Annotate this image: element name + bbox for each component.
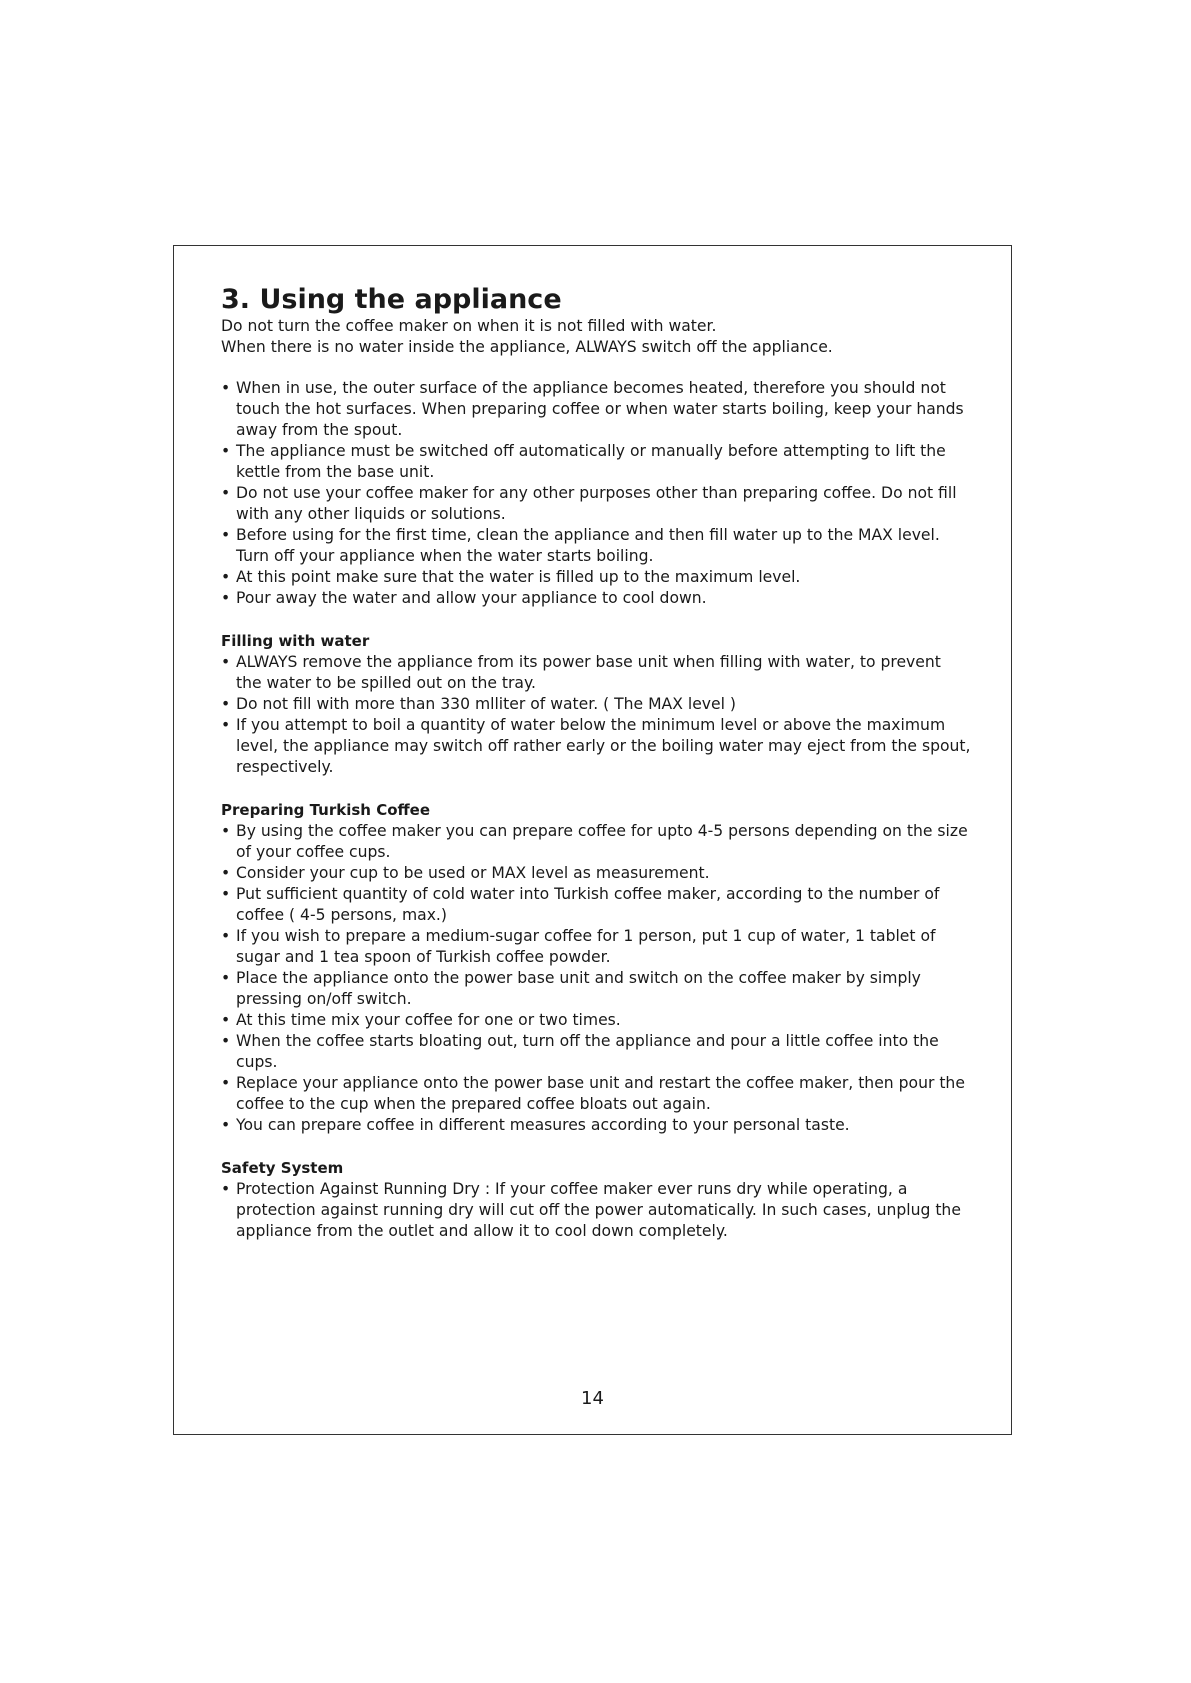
general-section xyxy=(221,378,971,609)
section-heading: Safety System xyxy=(221,1159,344,1177)
list-item: • When the coffee starts bloating out, turn off the appliance and pour a little coffee into the cups. xyxy=(221,1031,971,1073)
filling-list xyxy=(221,652,971,778)
list-item: • If you wish to prepare a medium-sugar coffee for 1 person, put 1 cup of water, 1 tablet of sugar and 1 tea spoon of Turkish coffee powder. xyxy=(221,926,971,968)
list-item: • By using the coffee maker you can prepare coffee for upto 4-5 persons depending on the size of your coffee cups. xyxy=(221,821,971,863)
list-item: • Replace your appliance onto the power base unit and restart the coffee maker, then pour the coffee to the cup when the prepared coffee bloats out again. xyxy=(221,1073,971,1115)
list-item: • Do not use your coffee maker for any other purposes other than preparing coffee. Do not fill with any other liquids or solutions. xyxy=(221,483,971,525)
page-number: 14 xyxy=(581,1388,604,1409)
page-title: 3. Using the appliance xyxy=(221,284,562,315)
list-item: • Put sufficient quantity of cold water into Turkish coffee maker, according to the number of coffee ( 4-5 persons, max.) xyxy=(221,884,971,926)
list-item: • At this point make sure that the water is filled up to the maximum level. xyxy=(221,567,971,588)
list-item: • Before using for the first time, clean the appliance and then fill water up to the MAX level. Turn off your appliance when the water starts boiling. xyxy=(221,525,971,567)
general-list xyxy=(221,378,971,609)
list-item: • Consider your cup to be used or MAX level as measurement. xyxy=(221,863,971,884)
list-item: • At this time mix your coffee for one or two times. xyxy=(221,1010,971,1031)
list-item: • You can prepare coffee in different measures according to your personal taste. xyxy=(221,1115,971,1136)
list-item: • ALWAYS remove the appliance from its power base unit when filling with water, to prevent the water to be spilled out on the tray. xyxy=(221,652,971,694)
safety-section xyxy=(221,1158,971,1242)
intro-line: When there is no water inside the appliance, ALWAYS switch off the appliance. xyxy=(221,338,833,356)
intro-line: Do not turn the coffee maker on when it is not filled with water. xyxy=(221,317,717,335)
safety-list xyxy=(221,1179,971,1242)
list-item: • If you attempt to boil a quantity of water below the minimum level or above the maximum level, the appliance may switch off rather early or the boiling water may eject from the spout, respectively. xyxy=(221,715,971,778)
list-item: • Do not fill with more than 330 mlliter of water. ( The MAX level ) xyxy=(221,694,971,715)
turkish-coffee-list xyxy=(221,821,971,1136)
section-heading: Preparing Turkish Coffee xyxy=(221,801,431,819)
section-heading: Filling with water xyxy=(221,632,370,650)
turkish-coffee-section xyxy=(221,800,971,1136)
page-frame xyxy=(173,245,1012,1435)
list-item: • Protection Against Running Dry : If your coffee maker ever runs dry while operating, a protection against running dry will cut off the power automatically. In such cases, unplug the appliance from the outlet and allow it to cool down completely. xyxy=(221,1179,971,1242)
list-item: • The appliance must be switched off automatically or manually before attempting to lift the kettle from the base unit. xyxy=(221,441,971,483)
filling-section xyxy=(221,631,971,778)
list-item: • Pour away the water and allow your appliance to cool down. xyxy=(221,588,971,609)
page-content xyxy=(221,284,971,1242)
intro xyxy=(221,316,971,358)
list-item: • Place the appliance onto the power base unit and switch on the coffee maker by simply pressing on/off switch. xyxy=(221,968,971,1010)
list-item: • When in use, the outer surface of the appliance becomes heated, therefore you should not touch the hot surfaces. When preparing coffee or when water starts boiling, keep your hands away from the spout. xyxy=(221,378,971,441)
